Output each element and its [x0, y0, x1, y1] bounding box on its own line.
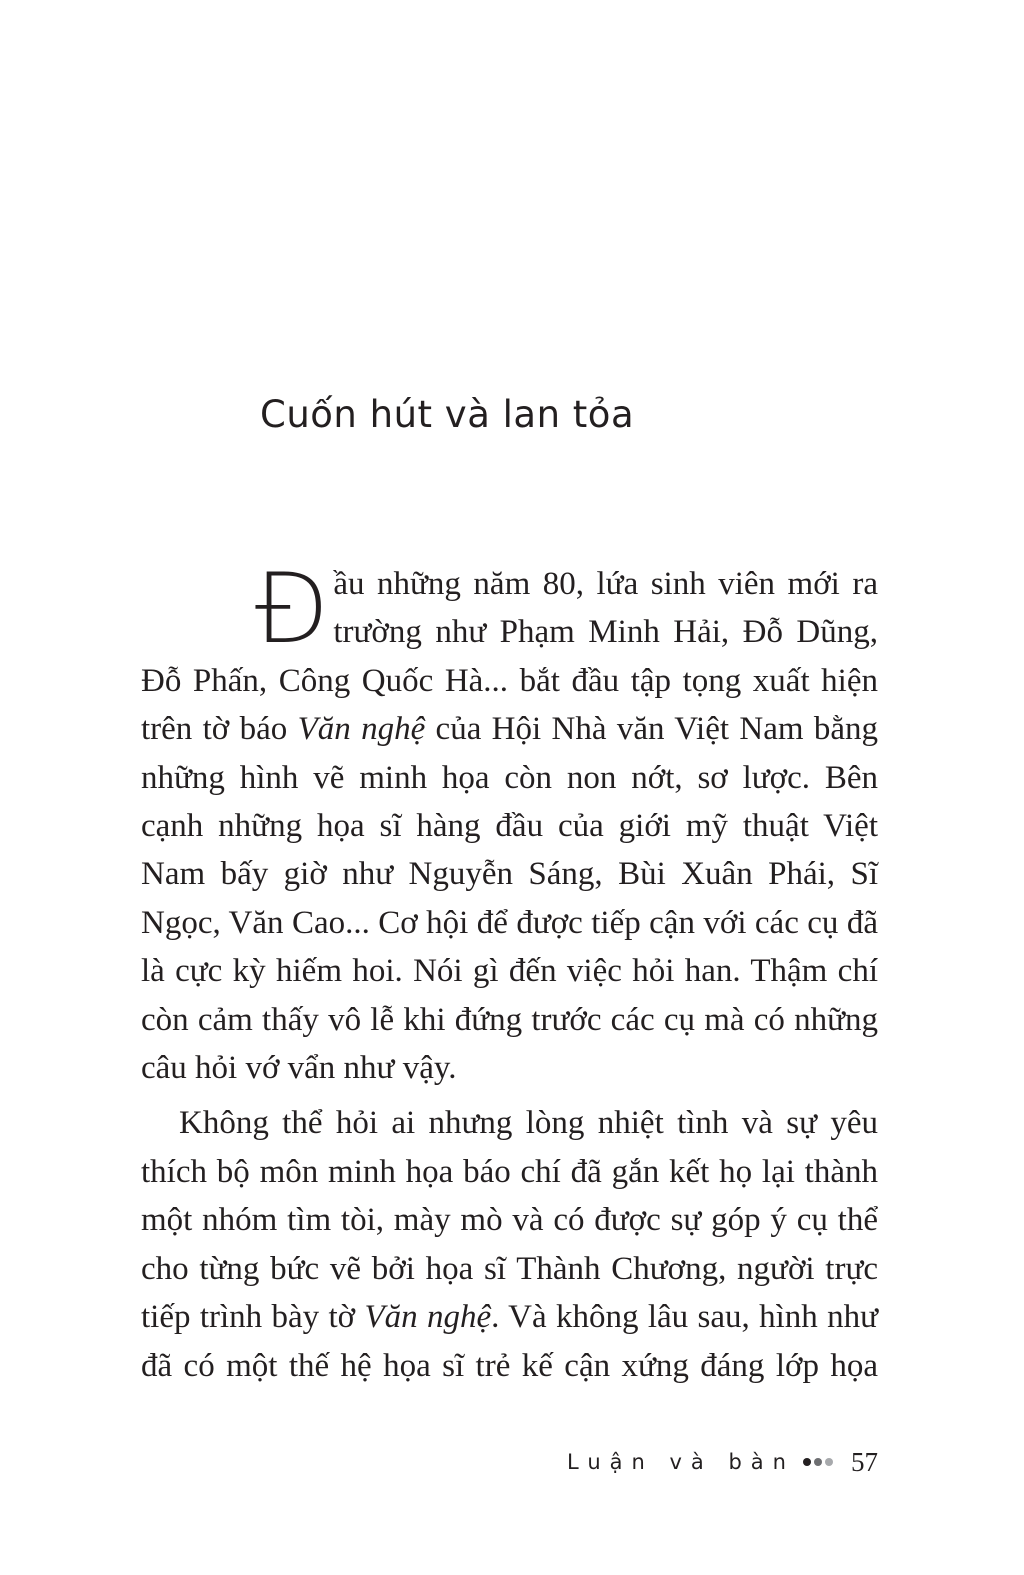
- text-line: thích bộ môn minh họa báo chí đã gắn kết họ lại thành: [141, 1153, 878, 1190]
- text-line: đã có một thế hệ họa sĩ trẻ kế cận xứng đáng lớp họa: [141, 1347, 878, 1384]
- text-line: cạnh những họa sĩ hàng đầu của giới mỹ thuật Việt: [141, 808, 878, 845]
- text-line: Nam bấy giờ như Nguyễn Sáng, Bùi Xuân Phái, Sĩ: [141, 856, 878, 893]
- page-footer: [567, 1444, 878, 1480]
- dot-icon: [814, 1458, 822, 1466]
- text-line: Ngọc, Văn Cao... Cơ hội để được tiếp cận với các cụ đã: [141, 904, 878, 941]
- text-line: [141, 705, 878, 753]
- text-line: những hình vẽ minh họa còn non nớt, sơ lược. Bên: [141, 759, 878, 796]
- drop-cap: Đ: [255, 553, 330, 665]
- paragraph-2: [141, 1099, 878, 1389]
- text-line: ầu những năm 80, lứa sinh viên mới ra: [333, 566, 878, 602]
- text-line: Không thể hỏi ai nhưng lòng nhiệt tình và sự yêu: [179, 1105, 878, 1142]
- chapter-title: Cuốn hút và lan tỏa: [260, 393, 635, 436]
- ornament-dots: [803, 1458, 833, 1466]
- text-segment: . Và không lâu sau, hình như: [491, 1299, 878, 1336]
- text-segment: của Hội Nhà văn Việt Nam bằng: [425, 711, 878, 748]
- text-line: [141, 1293, 878, 1341]
- paragraph-1: [141, 553, 878, 1092]
- text-line: một nhóm tìm tòi, mày mò và có được sự góp ý cụ thể: [141, 1202, 878, 1239]
- text-line: cho từng bức vẽ bởi họa sĩ Thành Chương, người trực: [141, 1250, 878, 1287]
- text-line: là cực kỳ hiếm hoi. Nói gì đến việc hỏi han. Thậm chí: [141, 953, 878, 990]
- dot-icon: [825, 1458, 833, 1466]
- text-segment: trên tờ báo: [141, 711, 298, 748]
- text-line: câu hỏi vớ vẩn như vậy.: [141, 1050, 457, 1087]
- text-segment: tiếp trình bày tờ: [141, 1299, 365, 1336]
- publication-title: Văn nghệ: [364, 1299, 492, 1336]
- text-line: còn cảm thấy vô lễ khi đứng trước các cụ mà có những: [141, 1001, 878, 1038]
- publication-title: Văn nghệ: [297, 711, 426, 748]
- running-head: Luận và bàn: [567, 1450, 795, 1474]
- dot-icon: [803, 1458, 811, 1466]
- body-text: [141, 553, 878, 1390]
- text-line: Đỗ Phấn, Công Quốc Hà... bắt đầu tập tọng xuất hiện: [141, 662, 878, 699]
- page-number: 57: [851, 1447, 878, 1477]
- text-line: trường như Phạm Minh Hải, Đỗ Dũng,: [333, 614, 878, 651]
